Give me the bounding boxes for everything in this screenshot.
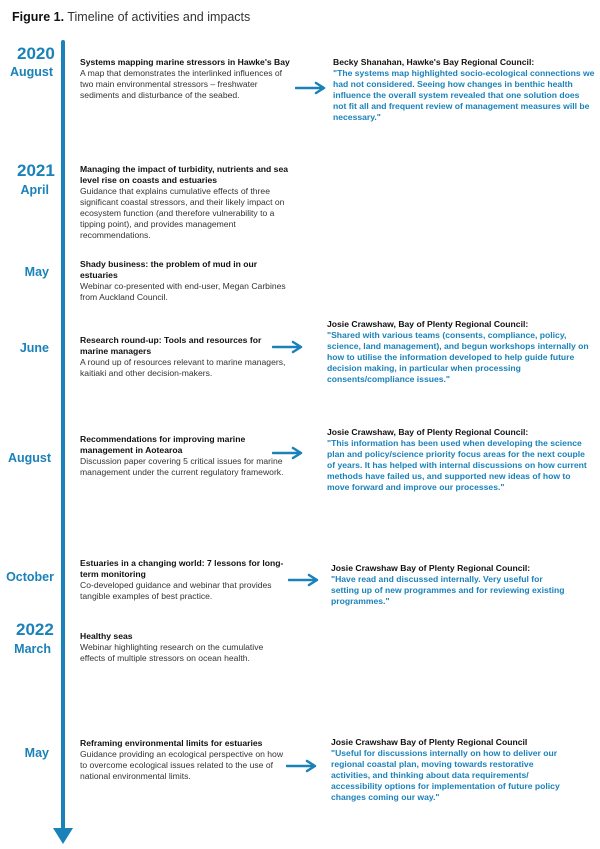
arrow-right-icon <box>272 446 304 460</box>
entry-title: Recommendations for improving marine management in Aotearoa <box>80 434 246 455</box>
month-october-2021: October <box>6 570 54 584</box>
entry-title: Systems mapping marine stressors in Hawke's Bay <box>80 57 290 67</box>
impact-quote <box>331 737 571 803</box>
entry-title: Estuaries in a changing world: 7 lessons for long-term monitoring <box>80 558 284 579</box>
arrow-right-icon <box>286 759 318 773</box>
entry-description: Discussion paper covering 5 critical issues for marine management under the current regulatory framework. <box>80 456 284 477</box>
year-2021: 2021 <box>17 161 55 180</box>
timeline-entry <box>80 164 290 241</box>
entry-title: Shady business: the problem of mud in our estuaries <box>80 259 258 280</box>
entry-description: A round up of resources relevant to marine managers, kaitiaki and other decision-makers. <box>80 357 286 378</box>
figure-caption-text: Timeline of activities and impacts <box>67 10 251 24</box>
arrow-right-icon <box>288 573 320 587</box>
month-may-2022: May <box>24 746 49 760</box>
entry-description: A map that demonstrates the interlinked influences of two main environmental stressors – freshwater sediments and disturbance of the seabed. <box>80 68 283 100</box>
month-june-2021: June <box>19 341 49 355</box>
impact-quote <box>331 563 571 607</box>
year-2022: 2022 <box>16 620 54 639</box>
timeline-entry <box>80 558 290 602</box>
month-august-2021: August <box>7 451 51 465</box>
quote-author: Josie Crawshaw Bay of Plenty Regional Council <box>331 737 528 747</box>
figure-caption <box>12 10 250 24</box>
impact-quote <box>327 427 591 493</box>
timeline-spine <box>61 40 65 830</box>
quote-text: "The systems map highlighted socio-ecological connections we had not considered. Seeing how changes in benthic health influence the overall system revealed that one solution does not fit all and frequent review of management measures will be necessary." <box>333 68 595 122</box>
quote-text: "Have read and discussed internally. Very useful for setting up of new programmes and for reviewing existing programmes." <box>331 574 565 606</box>
timeline-entry <box>80 335 290 379</box>
entry-description: Co-developed guidance and webinar that provides tangible examples of best practice. <box>80 580 272 601</box>
quote-author: Josie Crawshaw Bay of Plenty Regional Council: <box>331 563 531 573</box>
timeline-entry <box>80 631 290 664</box>
entry-title: Healthy seas <box>80 631 133 641</box>
arrow-right-icon <box>272 340 304 354</box>
figure-label: Figure 1. <box>12 10 65 24</box>
quote-author: Josie Crawshaw, Bay of Plenty Regional Council: <box>327 427 529 437</box>
timeline-entry <box>80 738 290 782</box>
timeline-entry <box>80 57 290 101</box>
impact-quote <box>327 319 589 385</box>
entry-title: Research round-up: Tools and resources for marine managers <box>80 335 262 356</box>
quote-text: "This information has been used when developing the science plan and policy/science priority focus areas for the next couple of years. It has helped with internal discussions on how current methods have failed us, and supported new ideas of how to move forward and improve our processes." <box>327 438 587 492</box>
impact-quote <box>333 57 595 123</box>
timeline-entry <box>80 434 290 478</box>
arrow-right-icon <box>295 81 327 95</box>
month-august-2020: August <box>9 65 53 79</box>
arrow-down-icon <box>53 828 73 844</box>
timeline-entry <box>80 259 290 303</box>
month-april-2021: April <box>20 183 49 197</box>
quote-text: "Shared with various teams (consents, compliance, policy, science, land management), and begun workshops internally on how to utilise the information developed to help guide future decision making, in particular when processing consents/compliance issues." <box>327 330 589 384</box>
entry-description: Webinar highlighting research on the cumulative effects of multiple stressors on ocean health. <box>80 642 264 663</box>
quote-author: Becky Shanahan, Hawke's Bay Regional Council: <box>333 57 535 67</box>
quote-author: Josie Crawshaw, Bay of Plenty Regional Council: <box>327 319 529 329</box>
entry-title: Reframing environmental limits for estuaries <box>80 738 263 748</box>
month-may-2021: May <box>24 265 49 279</box>
entry-description: Webinar co-presented with end-user, Megan Carbines from Auckland Council. <box>80 281 286 302</box>
month-march-2022: March <box>14 642 51 656</box>
quote-text: "Useful for discussions internally on how to deliver our regional coastal plan, moving towards restorative activities, and thinking about data requirements/ accessibility options for implementation of future policy changes coming our way." <box>331 748 560 802</box>
year-2020: 2020 <box>17 44 55 63</box>
entry-description: Guidance that explains cumulative effects of three significant coastal stressors, and their likely impact on ecosystem function (and therefore vulnerability to a tipping point), and provides management recommendations. <box>80 186 285 240</box>
entry-title: Managing the impact of turbidity, nutrients and sea level rise on coasts and estuaries <box>80 164 289 185</box>
entry-description: Guidance providing an ecological perspective on how to overcome ecological issues related to the use of national environmental limits. <box>80 749 284 781</box>
